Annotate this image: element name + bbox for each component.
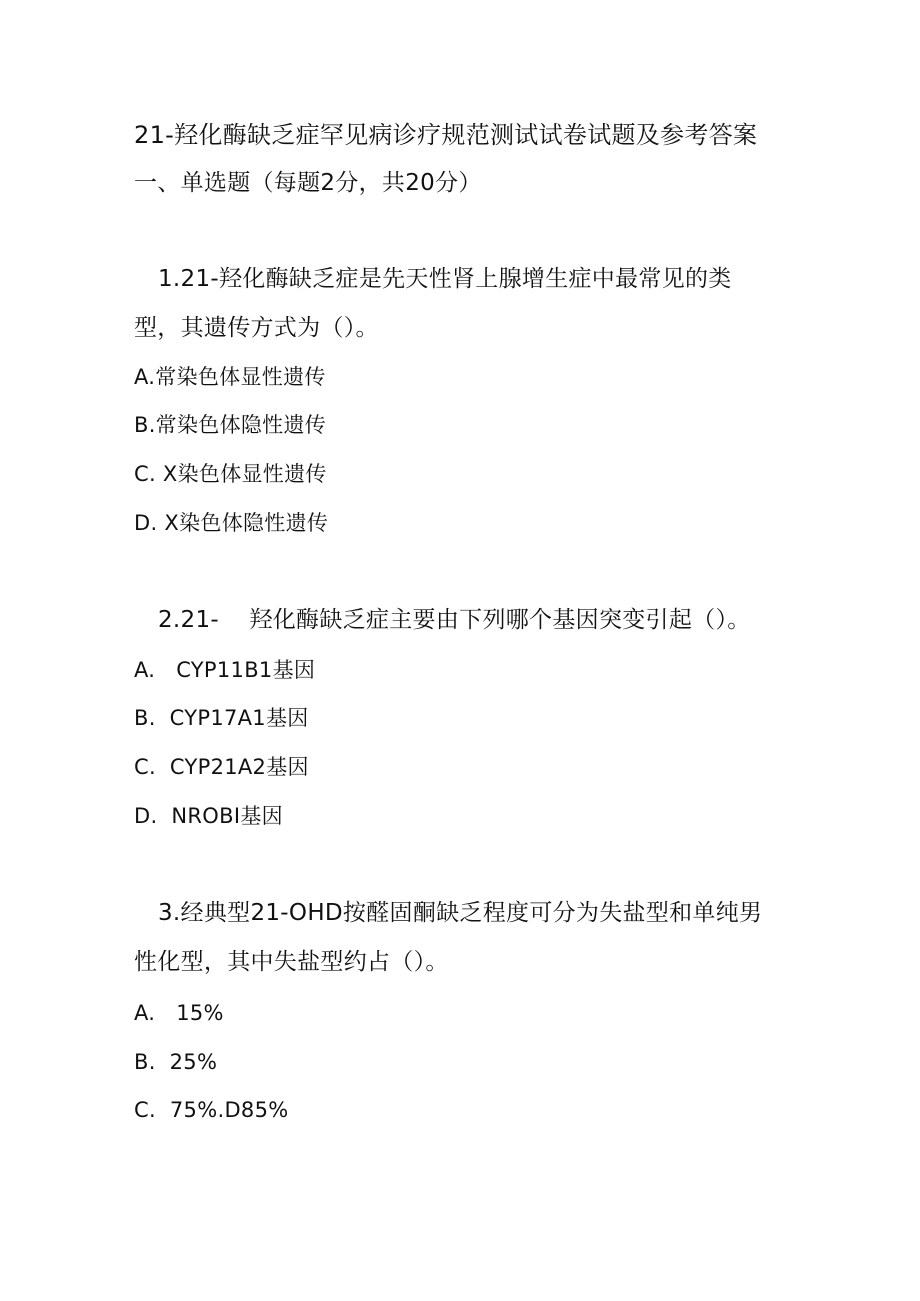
question-3-stem-line-2: 性化型，其中失盐型约占（）。	[134, 949, 449, 975]
question-2-option-c: C. CYP21A2基因	[134, 755, 309, 779]
section-heading: 一、单选题（每题2分，共20分）	[134, 170, 482, 196]
question-3-option-b: B. 25%	[134, 1050, 218, 1074]
question-1-stem-line-1: 1.21-羟化酶缺乏症是先天性肾上腺增生症中最常见的类	[158, 266, 732, 292]
document-title: 21-羟化酶缺乏症罕见病诊疗规范测试试卷试题及参考答案	[134, 121, 758, 149]
question-1-option-d: D. X染色体隐性遗传	[134, 511, 329, 535]
question-2-option-d: D. NROBI基因	[134, 804, 283, 828]
question-1-option-a: A.常染色体显性遗传	[134, 365, 326, 389]
question-2-option-b: B. CYP17A1基因	[134, 706, 309, 730]
question-1-option-b: B.常染色体隐性遗传	[134, 413, 327, 437]
question-2-option-a: A. CYP11B1基因	[134, 658, 316, 682]
question-1-stem-line-2: 型，其遗传方式为（）。	[134, 315, 379, 341]
question-2-stem-line-1: 2.21- 羟化酶缺乏症主要由下列哪个基因突变引起（）。	[158, 607, 751, 633]
question-3-stem-line-1: 3.经典型21-OHD按醛固酮缺乏程度可分为失盐型和单纯男	[158, 900, 763, 926]
question-1-option-c: C. X染色体显性遗传	[134, 462, 327, 486]
question-3-option-a: A. 15%	[134, 1001, 224, 1025]
question-3-option-c: C. 75%.D85%	[134, 1098, 289, 1122]
